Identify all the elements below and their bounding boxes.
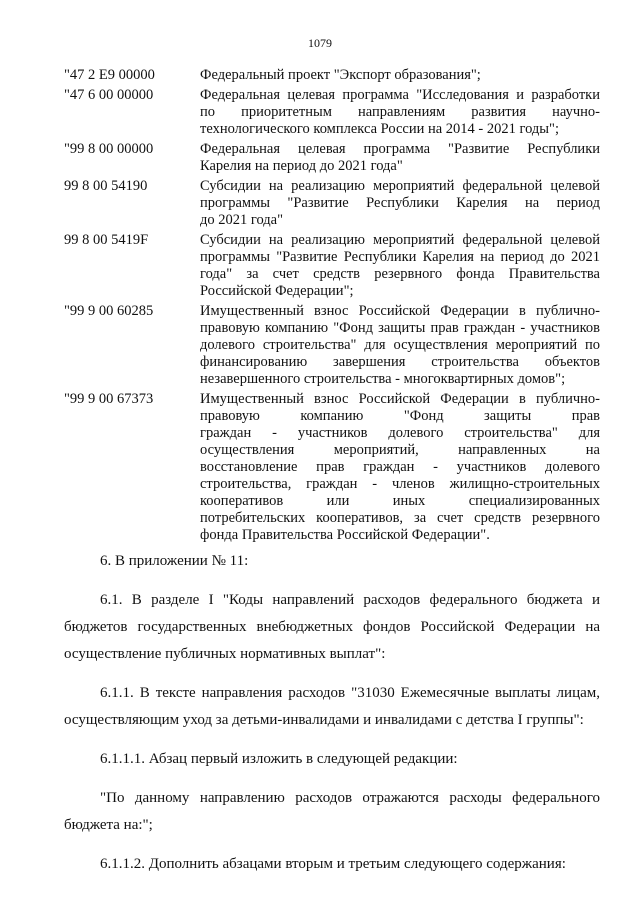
description-line: строительства, граждан - членов жилищно-строительных <box>200 476 600 492</box>
description-line: Имущественный взнос Российской Федерации в публично- <box>200 303 600 319</box>
paragraph <box>64 587 600 668</box>
paragraph-line: бюджетов государственных внебюджетных фондов Российской Федерации на <box>64 619 600 635</box>
description-line: по приоритетным направлениям развития научно- <box>200 104 600 120</box>
description-line: программы "Развитие Республики Карелия на период <box>200 195 600 211</box>
paragraph-line: "По данному направлению расходов отражаются расходы федерального <box>100 790 600 806</box>
paragraph <box>64 680 600 734</box>
expense-code-row <box>64 67 600 84</box>
expense-code-description <box>200 67 600 84</box>
description-line: года" за счет средств резервного фонда Правительства <box>200 266 600 282</box>
paragraph-line: 6.1.1.1. Абзац первый изложить в следующей редакции: <box>100 751 458 767</box>
expense-code-row <box>64 87 600 138</box>
description-line: финансированию завершения строительства объектов <box>200 354 600 370</box>
expense-code-row <box>64 232 600 300</box>
description-line: до 2021 года" <box>200 212 284 228</box>
expense-code-description <box>200 141 600 175</box>
paragraph-line: 6. В приложении № 11: <box>100 553 249 569</box>
expense-code-row <box>64 303 600 388</box>
description-line: Федеральный проект "Экспорт образования"; <box>200 67 481 83</box>
description-line: Федеральная целевая программа "Исследования и разработки <box>200 87 600 103</box>
description-line: Карелия на период до 2021 года" <box>200 158 403 174</box>
expense-code: "47 6 00 00000 <box>64 87 154 103</box>
description-line: Субсидии на реализацию мероприятий федеральной целевой <box>200 232 600 248</box>
description-line: долевого строительства" для осуществления мероприятий по <box>200 337 600 353</box>
page-number: 1079 <box>308 36 332 50</box>
expense-code-description <box>200 232 600 300</box>
description-line: потребительских кооперативов, за счет средств резервного <box>200 510 600 526</box>
description-line: Федеральная целевая программа "Развитие Республики <box>200 141 600 157</box>
expense-code-row <box>64 178 600 229</box>
expense-code-description <box>200 178 600 229</box>
paragraph-line: осуществляющим уход за детьми-инвалидами и инвалидами с детства I группы": <box>64 712 584 728</box>
description-line: осуществления мероприятий, направленных на <box>200 442 600 458</box>
paragraph-line: 6.1. В разделе I "Коды направлений расходов федерального бюджета и <box>100 592 600 608</box>
description-line: граждан - участников долевого строительства" для <box>200 425 600 441</box>
paragraph <box>64 548 600 575</box>
expense-codes-list <box>64 67 600 547</box>
paragraph-line: осуществление публичных нормативных выплат": <box>64 646 386 662</box>
description-line: программы "Развитие Республики Карелия на период до 2021 <box>200 249 600 265</box>
paragraph <box>64 785 600 839</box>
expense-code-row <box>64 391 600 544</box>
paragraph <box>64 746 600 773</box>
amendment-text <box>64 548 600 890</box>
expense-code-row <box>64 141 600 175</box>
description-line: правовую компанию "Фонд защиты прав <box>200 408 600 424</box>
paragraph <box>64 851 600 878</box>
paragraph-line: бюджета на:"; <box>64 817 153 833</box>
paragraph-line: 6.1.1. В тексте направления расходов "31030 Ежемесячные выплаты лицам, <box>100 685 600 701</box>
expense-code-description <box>200 303 600 388</box>
expense-code-description <box>200 87 600 138</box>
expense-code: 99 8 00 54190 <box>64 178 148 194</box>
description-line: правовую компанию "Фонд защиты прав граждан - участников <box>200 320 600 336</box>
expense-code-description <box>200 391 600 544</box>
expense-code: "99 9 00 67373 <box>64 391 154 407</box>
expense-code: 99 8 00 5419F <box>64 232 149 248</box>
description-line: незавершенного строительства - многоквартирных домов"; <box>200 371 566 387</box>
paragraph-line: 6.1.1.2. Дополнить абзацами вторым и третьим следующего содержания: <box>100 856 566 872</box>
description-line: фонда Правительства Российской Федерации". <box>200 527 490 543</box>
expense-code: "47 2 E9 00000 <box>64 67 155 83</box>
description-line: технологического комплекса России на 2014 - 2021 годы"; <box>200 121 559 137</box>
expense-code: "99 9 00 60285 <box>64 303 154 319</box>
expense-code: "99 8 00 00000 <box>64 141 154 157</box>
description-line: Российской Федерации"; <box>200 283 354 299</box>
description-line: восстановление прав граждан - участников долевого <box>200 459 600 475</box>
description-line: Субсидии на реализацию мероприятий федеральной целевой <box>200 178 600 194</box>
description-line: кооперативов или иных специализированных <box>200 493 600 509</box>
description-line: Имущественный взнос Российской Федерации в публично- <box>200 391 600 407</box>
